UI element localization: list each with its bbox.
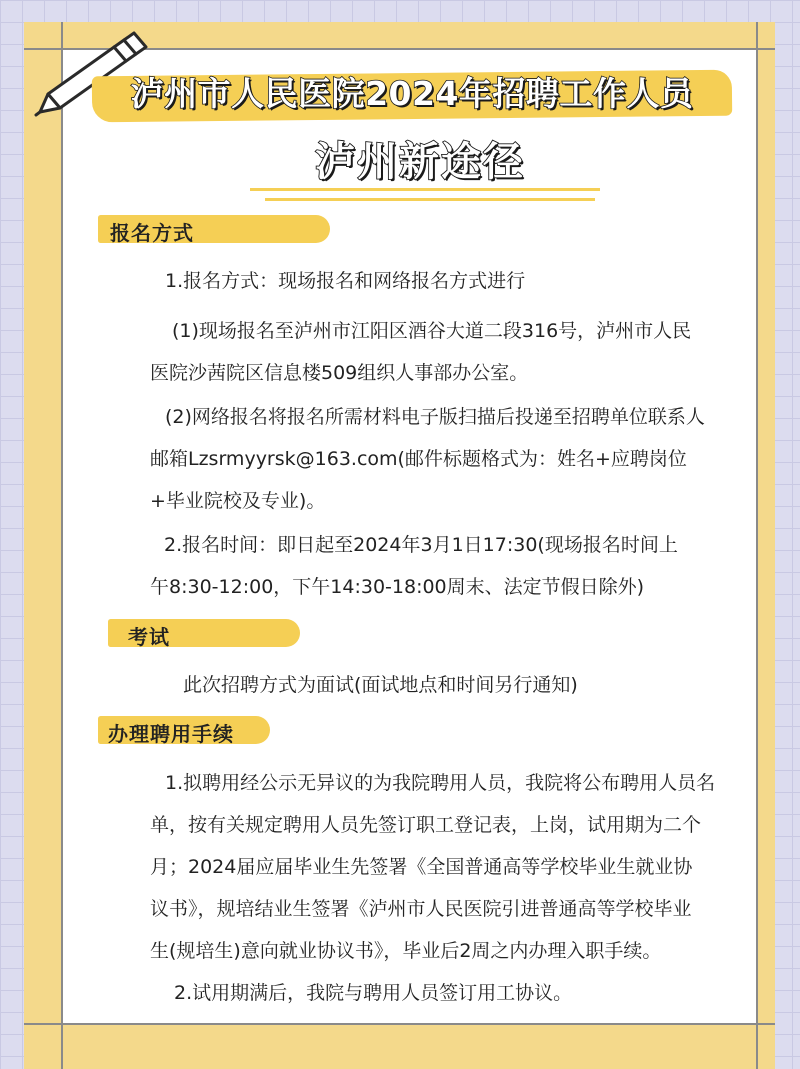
paragraph-line: (2)网络报名将报名所需材料电子版扫描后投递至招聘单位联系人 [165,406,705,428]
paragraph-line: 单，按有关规定聘用人员先签订职工登记表，上岗，试用期为二个 [150,814,702,836]
section-body [150,260,735,608]
subtitle-underline [265,198,595,201]
paragraph-line: 生(规培生)意向就业协议书》，毕业后2周之内办理入职手续。 [150,940,662,962]
paragraph-line: +毕业院校及专业)。 [150,490,326,512]
paragraph-line: (1)现场报名至泸州市江阳区酒谷大道二段316号，泸州市人民 [172,320,692,342]
paragraph-line: 医院沙茜院区信息楼509组织人事部办公室。 [150,362,529,384]
section-body [150,762,735,1014]
paragraph-line: 邮箱Lzsrmyyrsk@163.com(邮件标题格式为：姓名+应聘岗位 [150,448,687,470]
section-title: 办理聘用手续 [108,722,234,746]
page-title: 泸州市人民医院2024年招聘工作人员 [130,74,694,113]
paragraph-line: 月；2024届应届毕业生先签署《全国普通高等学校毕业生就业协 [150,856,693,878]
frame-line-right [756,22,758,1069]
section-body [183,664,733,706]
page-subtitle: 泸州新途径 [315,139,525,185]
paragraph-line: 此次招聘方式为面试(面试地点和时间另行通知) [183,674,578,696]
paragraph-line: 2.报名时间：即日起至2024年3月1日17:30(现场报名时间上 [164,534,678,556]
subtitle-underline [250,188,600,191]
frame-line-left [61,22,63,1069]
section-title: 考试 [128,625,170,649]
paragraph-line: 1.拟聘用经公示无异议的为我院聘用人员，我院将公布聘用人员名 [165,772,716,794]
paragraph-line: 议书》，规培结业生签署《泸州市人民医院引进普通高等学校毕业 [150,898,692,920]
frame-line-bottom [24,1023,775,1025]
paragraph-line: 2.试用期满后，我院与聘用人员签订用工协议。 [174,982,573,1004]
section-title: 报名方式 [110,221,194,245]
paragraph-line: 午8:30-12:00，下午14:30-18:00周末、法定节假日除外) [150,576,645,598]
paragraph-line: 1.报名方式：现场报名和网络报名方式进行 [165,270,526,292]
